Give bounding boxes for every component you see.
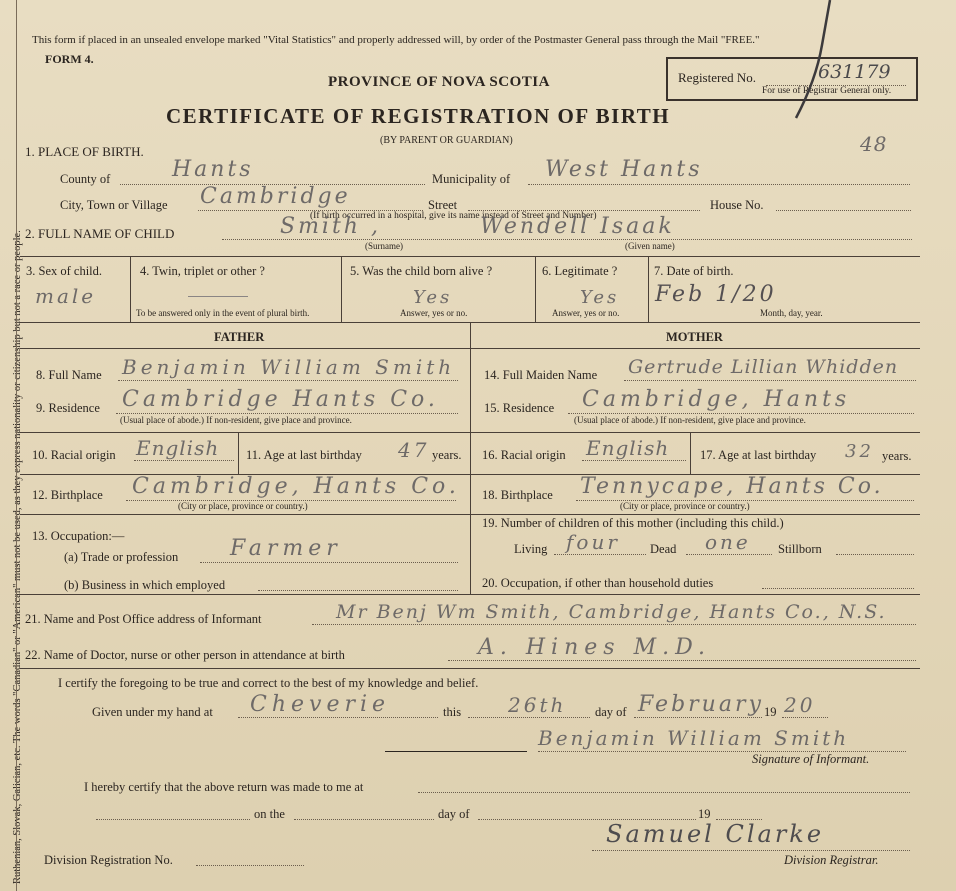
mother-age-unit: years. <box>882 449 912 463</box>
mother-occupation-line <box>762 588 914 589</box>
registered-number: 631179 <box>818 61 891 83</box>
mother-residence-label: 15. Residence <box>484 401 555 415</box>
rule <box>20 514 920 515</box>
corner-mark: 48 <box>860 132 888 156</box>
child-given-name: Wendell Isaak <box>480 214 675 239</box>
mother-occupation-label: 20. Occupation, if other than household duties <box>482 576 714 590</box>
municipality-label: Municipality of <box>432 172 511 186</box>
rule <box>130 256 131 322</box>
father-residence-note: (Usual place of abode.) If non-resident, give place and province. <box>120 415 352 425</box>
mother-name-label: 14. Full Maiden Name <box>484 368 598 382</box>
registrar-note: For use of Registrar General only. <box>762 86 892 96</box>
form-number: FORM 4. <box>45 52 94 66</box>
year-prefix: 19 <box>764 705 777 719</box>
doctor-line <box>448 660 916 661</box>
twin-label: 4. Twin, triplet or other ? <box>140 264 265 278</box>
given-place-line <box>238 717 438 718</box>
doctor-value: A. Hines M.D. <box>478 635 711 660</box>
informant-signature-caption: Signature of Informant. <box>752 752 870 766</box>
hospital-note: (If birth occurred in a hospital, give its name instead of Street and Number) <box>310 211 597 221</box>
father-heading: FATHER <box>214 330 265 344</box>
father-trade-line <box>200 562 458 563</box>
child-surname: Smith , <box>280 214 381 239</box>
mother-racial-line <box>582 460 686 461</box>
registrar-day-of-label: day of <box>438 807 470 821</box>
day-line <box>468 717 590 718</box>
mother-heading: MOTHER <box>666 330 723 344</box>
doctor-label: 22. Name of Doctor, nurse or other person in attendance at birth <box>25 648 345 662</box>
legitimate-label: 6. Legitimate ? <box>542 264 618 278</box>
place-of-birth-label: 1. PLACE OF BIRTH. <box>25 144 144 159</box>
division-no-label: Division Registration No. <box>44 853 173 867</box>
father-trade-label: (a) Trade or profession <box>64 550 179 564</box>
father-birthplace-label: 12. Birthplace <box>32 488 103 502</box>
house-no-label: House No. <box>710 198 764 212</box>
stillborn-line <box>836 554 914 555</box>
mother-age-label: 17. Age at last birthday <box>700 448 817 462</box>
father-age-label: 11. Age at last birthday <box>246 448 362 462</box>
day-of-label: day of <box>595 705 627 719</box>
informant-signature: Benjamin William Smith <box>538 726 850 750</box>
stillborn-label: Stillborn <box>778 542 822 556</box>
legitimate-note: Answer, yes or no. <box>552 308 620 318</box>
registrar-caption: Division Registrar. <box>784 853 879 867</box>
given-place-value: Cheverie <box>250 692 391 717</box>
registrar-line-a <box>96 819 250 820</box>
registered-label: Registered No. <box>678 70 756 85</box>
city-label: City, Town or Village <box>60 198 168 212</box>
edge-notice: Ruthenian, Slovak, Galician, etc. The words "Canadian" or "American" must not be used, as they express nationality or citizenship but not a race or people. <box>12 230 23 884</box>
year-value: 20 <box>784 693 816 717</box>
mother-racial-value: English <box>586 436 670 460</box>
father-birthplace-note: (City or place, province or country.) <box>178 501 308 511</box>
dob-label: 7. Date of birth. <box>654 264 734 278</box>
sex-label: 3. Sex of child. <box>26 264 103 278</box>
sex-value: male <box>35 284 97 308</box>
month-line <box>634 717 762 718</box>
province-heading: PROVINCE OF NOVA SCOTIA <box>328 74 550 90</box>
legitimate-value: Yes <box>580 287 620 308</box>
father-residence-label: 9. Residence <box>36 401 100 415</box>
twin-note: To be answered only in the event of plural birth. <box>136 308 310 318</box>
parents-divider <box>470 322 471 594</box>
father-trade-value: Farmer <box>230 536 342 561</box>
this-label: this <box>443 705 462 719</box>
mother-birthplace-label: 18. Birthplace <box>482 488 553 502</box>
house-no-line <box>776 210 911 211</box>
father-occupation-label: 13. Occupation:— <box>32 529 125 543</box>
rule <box>20 256 920 257</box>
mother-age-value: 32 <box>845 441 874 462</box>
mother-residence-line <box>568 413 914 414</box>
father-name-label: 8. Full Name <box>36 368 102 382</box>
father-business-line <box>258 590 458 591</box>
alive-note: Answer, yes or no. <box>400 308 468 318</box>
postal-notice: This form if placed in an unsealed envelope marked "Vital Statistics" and properly addressed will, by order of the Postmaster General pass through the Mail "FREE." <box>32 34 760 46</box>
county-value: Hants <box>172 157 254 182</box>
father-name-line <box>118 380 458 381</box>
informant-address-label: 21. Name and Post Office address of Informant <box>25 612 262 626</box>
city-value: Cambridge <box>200 184 351 209</box>
registrar-place-line <box>418 792 910 793</box>
father-age-unit: years. <box>432 448 462 462</box>
dob-value: Feb 1/20 <box>655 282 777 307</box>
edge-rule <box>16 0 17 891</box>
pen-stroke <box>790 0 840 125</box>
living-line <box>554 554 646 555</box>
rule <box>535 256 536 322</box>
father-racial-line <box>134 460 234 461</box>
father-business-label: (b) Business in which employed <box>64 578 226 592</box>
registrar-signature: Samuel Clarke <box>606 820 825 848</box>
mother-residence-value: Cambridge, Hants <box>582 387 851 412</box>
father-residence-value: Cambridge Hants Co. <box>122 387 439 412</box>
day-value: 26th <box>508 693 567 717</box>
page-title: CERTIFICATE OF REGISTRATION OF BIRTH <box>166 104 671 128</box>
mother-name-line <box>624 380 916 381</box>
living-value: four <box>566 530 620 554</box>
on-the-label: on the <box>254 807 285 821</box>
father-age-value: 47 <box>398 438 430 462</box>
mother-children-label: 19. Number of children of this mother (including this child.) <box>482 516 784 530</box>
given-name-caption: (Given name) <box>625 241 675 251</box>
father-name-value: Benjamin William Smith <box>122 355 456 379</box>
rule <box>341 256 342 322</box>
rule <box>648 256 649 322</box>
registrar-signature-line <box>592 850 910 851</box>
certify-text: I certify the foregoing to be true and correct to the best of my knowledge and belief. <box>58 676 479 690</box>
municipality-value: West Hants <box>545 157 703 182</box>
dead-line <box>686 554 772 555</box>
rule <box>20 432 920 433</box>
municipality-line <box>528 184 910 185</box>
mother-racial-label: 16. Racial origin <box>482 448 566 462</box>
father-racial-label: 10. Racial origin <box>32 448 116 462</box>
mother-residence-note: (Usual place of abode.) If non-resident, give place and province. <box>574 415 806 425</box>
registrar-day-line <box>294 819 434 820</box>
page-subtitle: (BY PARENT OR GUARDIAN) <box>380 135 513 146</box>
living-label: Living <box>514 542 548 556</box>
child-name-line <box>222 239 912 240</box>
rule <box>238 432 239 474</box>
street-label: Street <box>428 198 458 212</box>
father-residence-line <box>116 413 458 414</box>
registrar-certify-text: I hereby certify that the above return was made to me at <box>84 780 364 794</box>
division-no-line <box>196 865 304 866</box>
mother-birthplace-note: (City or place, province or country.) <box>620 501 750 511</box>
twin-dash <box>188 296 248 297</box>
county-label: County of <box>60 172 111 186</box>
dead-value: one <box>705 530 751 554</box>
rule <box>690 432 691 474</box>
father-racial-value: English <box>136 436 220 460</box>
informant-address-value: Mr Benj Wm Smith, Cambridge, Hants Co., N.S. <box>336 601 887 623</box>
signature-rule <box>385 751 527 752</box>
registrar-year-prefix: 19 <box>698 807 711 821</box>
alive-label: 5. Was the child born alive ? <box>350 264 493 278</box>
rule <box>20 594 920 595</box>
dob-note: Month, day, year. <box>760 308 823 318</box>
dead-label: Dead <box>650 542 677 556</box>
rule <box>20 668 920 669</box>
month-value: February <box>638 692 764 717</box>
child-name-label: 2. FULL NAME OF CHILD <box>25 226 175 241</box>
alive-value: Yes <box>413 287 453 308</box>
informant-address-line <box>312 624 916 625</box>
given-label: Given under my hand at <box>92 705 213 719</box>
mother-name-value: Gertrude Lillian Whidden <box>628 356 899 378</box>
mother-birthplace-value: Tennycape, Hants Co. <box>580 474 884 499</box>
surname-caption: (Surname) <box>365 241 403 251</box>
father-birthplace-value: Cambridge, Hants Co. <box>132 474 460 499</box>
year-line <box>782 717 828 718</box>
